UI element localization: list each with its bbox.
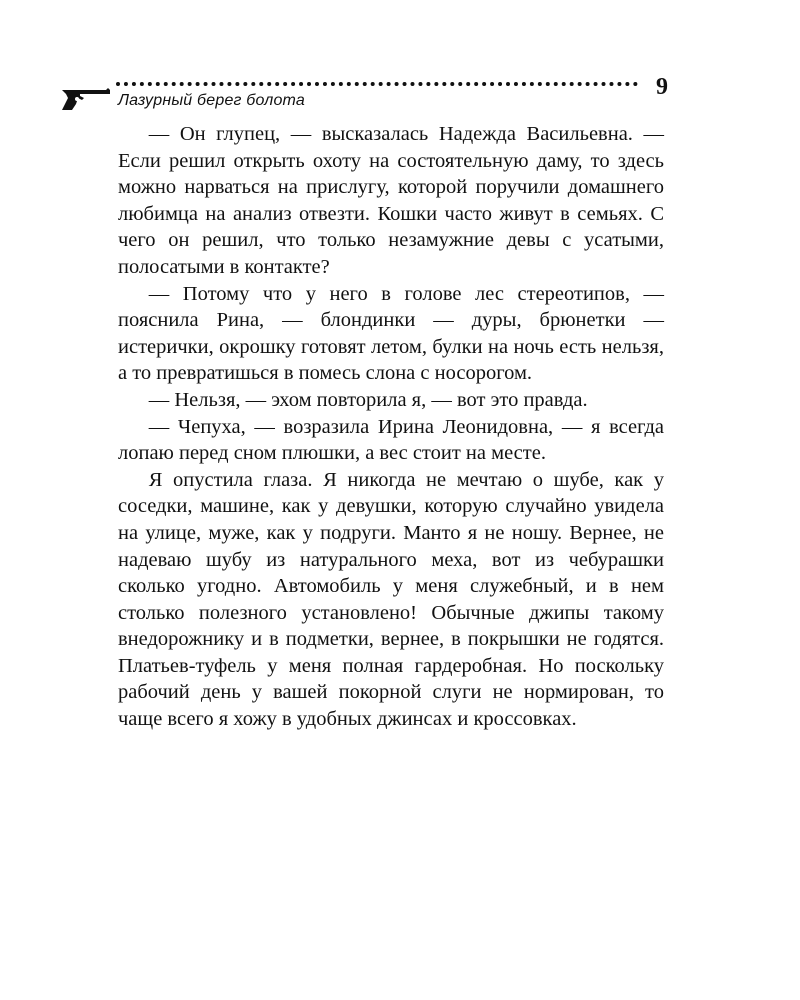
paragraph: — Потому что у него в голове лес стереотипов, — пояснила Рина, — блондинки — дуры, брюнетки — истерички, окрошку готовят летом, булки на ночь есть нельзя, а то превратишься в помесь слона с носорогом. [118, 282, 664, 385]
body-text [118, 121, 664, 733]
page-number: 9 [656, 74, 668, 100]
running-title: Лазурный берег болота [118, 92, 305, 109]
paragraph: Я опустила глаза. Я никогда не мечтаю о шубе, как у соседки, машине, как у девушки, которую случайно увидела на улице, муже, как у подруги. Манто я не ношу. Вернее, не надеваю шубу из натурального меха, вот из чебурашки сколько угодно. Автомобиль у меня служебный, и в нем столько полезного установлено! Обычные джипы такому внедорожнику и в подметки, вернее, в покрышки не годятся. Платьев-туфель у меня полная гардеробная. Но поскольку рабочий день у вашей покорной слуги не нормирован, то чаще всего я хожу в удобных джинсах и кроссовках. [118, 468, 664, 731]
page-header [60, 74, 668, 114]
paragraph: — Нельзя, — эхом повторила я, — вот это правда. [148, 388, 588, 411]
header-dotted-rule [116, 82, 638, 86]
paragraph: — Он глупец, — высказалась Надежда Васильевна. — Если решил открыть охоту на состоятельную даму, то здесь можно нарваться на прислугу, которой поручили домашнего любимца на анализ отвезти. Кошки часто живут в семьях. С чего он решил, что только незамужние девы с усатыми, полосатыми в контакте? [118, 123, 664, 278]
revolver-icon [60, 84, 112, 110]
paragraph: — Чепуха, — возразила Ирина Леонидовна, — я всегда лопаю перед сном плюшки, а вес стоит на месте. [118, 415, 664, 465]
